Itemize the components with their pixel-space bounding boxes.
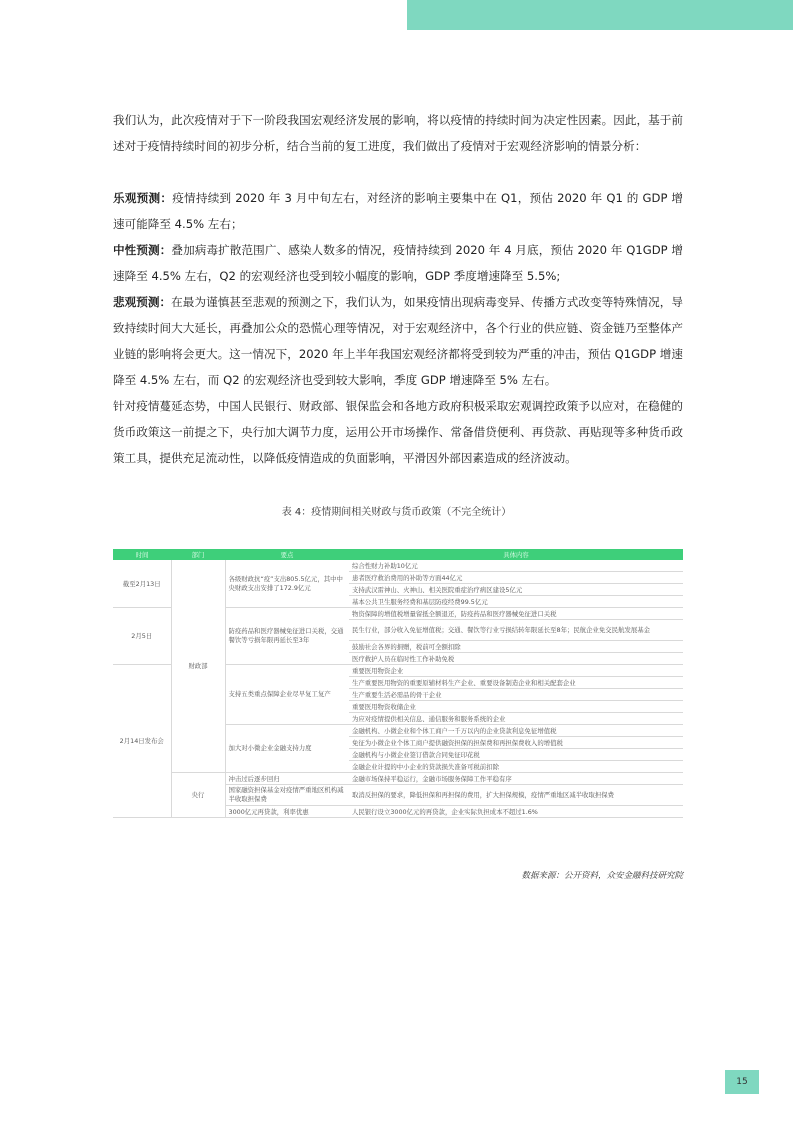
point-cell: 加大对小微企业金融支持力度	[225, 725, 349, 773]
column-header: 要点	[225, 549, 349, 560]
pessimistic-scenario	[113, 289, 683, 393]
scenario-text: 在最为谨慎甚至悲观的预测之下，我们认为，如果疫情出现病毒变异、传播方式改变等特殊情况，导致持续时间大大延长，再叠加公众的恐慌心理等情况，对于宏观经济中，各个行业的供应链、资金链乃至整体产业链的影响将会更大。这一情况下，2020 年上半年我国宏观经济都将受到较为严重的冲击，预估 Q1GDP 增速降至 4.5% 左右，而 Q2 的宏观经济也受到较大影响，季度 GDP 增速降至 5% 左右。	[113, 295, 683, 387]
detail-cell: 免征为小微企业个体工商户提供融资担保的担保费和再担保费收入的增值税	[349, 737, 683, 749]
point-cell: 防疫药品和医疗器械免征进口关税，交通餐饮等亏损年限再延长至3年	[225, 608, 349, 665]
detail-cell: 生产重要生活必需品的骨干企业	[349, 689, 683, 701]
intro-paragraph: 我们认为，此次疫情对于下一阶段我国宏观经济发展的影响，将以疫情的持续时间为决定性因素。因此，基于前述对于疫情持续时间的初步分析，结合当前的复工进度，我们做出了疫情对于宏观经济影响的情景分析：	[113, 113, 683, 153]
data-source-note: 数据来源：公开资料，众安金融科技研究院	[521, 871, 683, 881]
detail-cell: 患者医疗救治费用的补助等方面44亿元	[349, 572, 683, 584]
detail-cell: 基本公共卫生服务经费和基层防疫经费99.5亿元	[349, 596, 683, 608]
point-cell: 冲击过后逐步回归	[225, 773, 349, 785]
optimistic-scenario	[113, 185, 683, 237]
scenario-label: 乐观预测：	[113, 191, 173, 205]
scenario-label: 中性预测：	[113, 243, 172, 257]
detail-cell: 物资保障的增值税增量留抵全额退还，防疫药品和医疗器械免征进口关税	[349, 608, 683, 620]
detail-cell: 民生行业，部分收入免征增值税；交通、餐饮等行业亏损结转年限延长至8年；民航企业免交民航发展基金	[349, 620, 683, 641]
date-cell: 2月14日发布会	[113, 665, 171, 818]
body-text	[113, 107, 683, 159]
detail-cell: 金融机构与小微企业签订借款合同免征印花税	[349, 749, 683, 761]
scenario-section	[113, 185, 683, 471]
point-cell: 3000亿元再贷款，利率优惠	[225, 806, 349, 818]
page-number: 15	[725, 1070, 759, 1094]
column-header: 部门	[171, 549, 225, 560]
header-accent-band	[407, 0, 793, 30]
department-cell: 央行	[171, 773, 225, 818]
neutral-scenario	[113, 237, 683, 289]
table-row	[113, 773, 683, 785]
table-caption: 表 4：疫情期间相关财政与货币政策（不完全统计）	[281, 507, 512, 518]
detail-cell: 金融企业计提的中小企业的贷款损失准备可税前扣除	[349, 761, 683, 773]
point-cell: 各级财政抗“疫”支出805.5亿元，其中中央财政支出安排了172.9亿元	[225, 560, 349, 608]
detail-cell: 人民银行设立3000亿元的再贷款，企业实际负担成本不超过1.6%	[349, 806, 683, 818]
detail-cell: 金融市场保持平稳运行，金融市场服务保障工作平稳有序	[349, 773, 683, 785]
table-header-row	[113, 549, 683, 560]
detail-cell: 为应对疫情提供相关信息、通信服务和服务系统的企业	[349, 713, 683, 725]
department-cell: 财政部	[171, 560, 225, 773]
policy-paragraph: 针对疫情蔓延态势，中国人民银行、财政部、银保监会和各地方政府积极采取宏观调控政策予以应对，在稳健的货币政策这一前提之下，央行加大调节力度，运用公开市场操作、常备借贷便利、再贷款、再贴现等多种货币政策工具，提供充足流动性，以降低疫情造成的负面影响，平滑因外部因素造成的经济波动。	[113, 399, 683, 465]
table-row	[113, 560, 683, 572]
detail-cell: 金融机构、小微企业和个体工商户一千万以内的企业贷款利息免征增值税	[349, 725, 683, 737]
point-cell: 国家融资担保基金对疫情严重地区机构减半收取担保费	[225, 785, 349, 806]
column-header: 时间	[113, 549, 171, 560]
detail-cell: 重要医用物资收储企业	[349, 701, 683, 713]
detail-cell: 鼓励社会各界的捐赠，税前可全额扣除	[349, 641, 683, 653]
date-cell: 截至2月13日	[113, 560, 171, 608]
scenario-text: 疫情持续到 2020 年 3 月中旬左右，对经济的影响主要集中在 Q1，预估 2020 年 Q1 的 GDP 增速可能降至 4.5% 左右；	[113, 191, 683, 231]
date-cell: 2月5日	[113, 608, 171, 665]
detail-cell: 生产重要医用物资的重要原辅材料生产企业、重要设备制造企业和相关配套企业	[349, 677, 683, 689]
detail-cell: 取消反担保的要求，降低担保和再担保的费用，扩大担保规模，疫情严重地区减半收取担保费	[349, 785, 683, 806]
policy-table	[113, 549, 683, 827]
detail-cell: 支持武汉雷神山、火神山、相关医院重症治疗病区建设5亿元	[349, 584, 683, 596]
scenario-label: 悲观预测：	[113, 295, 172, 309]
detail-cell: 医疗救护人员在临时性工作补助免税	[349, 653, 683, 665]
scenario-text: 叠加病毒扩散范围广、感染人数多的情况，疫情持续到 2020 年 4 月底，预估 2020 年 Q1GDP 增速降至 4.5% 左右，Q2 的宏观经济也受到较小幅度的影响，GDP 季度增速降至 5.5%;	[113, 243, 683, 283]
column-header: 具体内容	[349, 549, 683, 560]
detail-cell: 重要医用物资企业	[349, 665, 683, 677]
point-cell: 支持五类重点保障企业尽早复工复产	[225, 665, 349, 725]
detail-cell: 综合性财力补助10亿元	[349, 560, 683, 572]
